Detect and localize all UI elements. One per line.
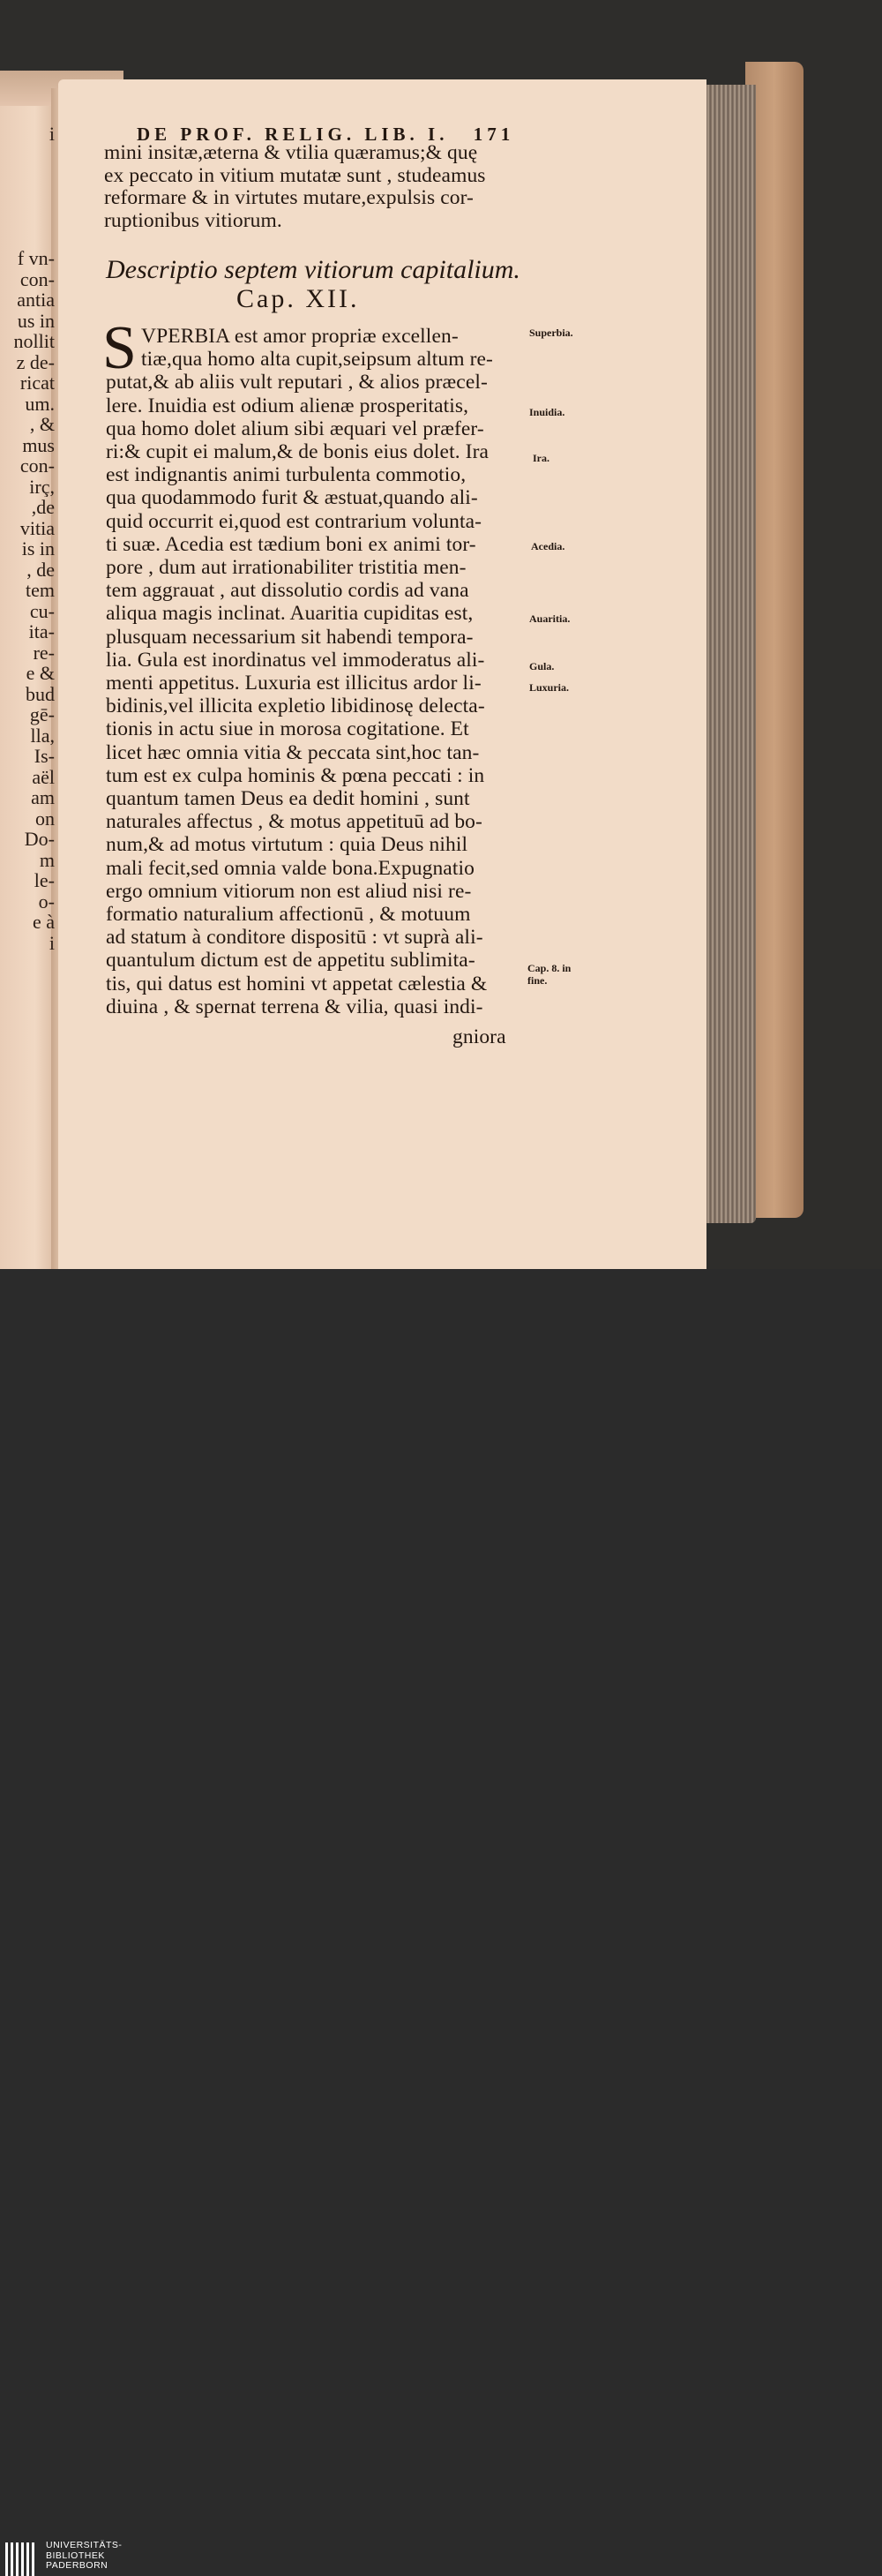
running-head-title: DE PROF. RELIG. LIB. I. — [137, 124, 449, 145]
text-line: naturales affectus , & motus appetituū ad bo- — [106, 810, 482, 834]
left-page-fragment: Is- — [34, 746, 55, 767]
margin-note: fine. — [527, 974, 548, 987]
text-line: mini insitæ,æterna & vtilia quæramus;& quę — [104, 141, 478, 164]
left-page-fragment: aël — [32, 766, 55, 787]
margin-note: Luxuria. — [529, 681, 570, 694]
text-line: mali fecit,sed omnia valde bona.Expugnatio — [106, 856, 475, 880]
left-page-fragment: on — [35, 807, 55, 829]
drop-capital: S — [102, 314, 137, 382]
left-page-fragment: i — [49, 124, 55, 145]
text-line: putat,& ab aliis vult reputari , & alios præcel- — [106, 371, 488, 394]
left-page-fragment: gē- — [29, 704, 55, 725]
text-line: menti appetitus. Luxuria est illicitus ardor li- — [106, 672, 482, 695]
text-line: aliqua magis inclinat. Auaritia cupiditas est, — [106, 602, 474, 626]
section-title: Descriptio septem vitiorum capitalium. — [106, 255, 520, 284]
left-page-fragment: f vn- — [17, 248, 55, 269]
left-page-fragment: , & — [29, 414, 55, 435]
left-page-fragment: , de — [26, 559, 55, 580]
left-page-fragment: z de- — [16, 351, 55, 372]
left-page-fragment: tem — [26, 580, 55, 601]
text-line: plusquam necessarium sit habendi tempora- — [106, 625, 474, 649]
margin-note: Ira. — [533, 452, 549, 464]
text-line: tiæ,qua homo alta cupit,seipsum altum re- — [141, 348, 493, 372]
left-page-fragment: ricat — [19, 372, 55, 394]
left-page-fragment: irç, — [29, 476, 55, 497]
margin-note: Gula. — [529, 660, 555, 672]
left-page-fragment: o- — [38, 890, 55, 912]
text-line: ergo omnium vitiorum non est aliud nisi re- — [106, 879, 472, 903]
text-line: licet hæc omnia vitia & peccata sint,hoc tan- — [106, 740, 480, 764]
text-line: qua homo dolet alium sibi æquari vel præfer- — [106, 417, 484, 440]
text-line: tem aggrauat , aut dissolutio cordis ad vana — [106, 579, 469, 603]
text-line: est indignantis animi turbulenta commotio, — [106, 463, 467, 487]
text-line: bidinis,vel illicita expletio libidinosę delecta- — [106, 695, 485, 718]
book-scan — [0, 0, 882, 1269]
text-line: reformare & in virtutes mutare,expulsis cor- — [104, 186, 474, 209]
left-page-fragment: Do- — [24, 829, 55, 850]
text-line: tum est ex culpa hominis & pœna peccati : in — [106, 763, 485, 787]
text-line: lia. Gula est inordinatus vel immoderatus ali- — [106, 648, 485, 672]
text-line: tis, qui datus est homini vt appetat cælestia & — [106, 972, 488, 995]
left-page-fragment: le- — [34, 870, 55, 891]
left-page-fragment: con- — [19, 455, 55, 477]
left-page-fragment: vitia — [19, 517, 55, 538]
margin-note: Acedia. — [531, 540, 565, 552]
text-line: formatio naturalium affectionū , & motuum — [106, 903, 471, 926]
page-number: 171 — [473, 124, 515, 145]
text-line: VPERBIA est amor propriæ excellen- — [141, 325, 459, 348]
logo-line: BIBLIOTHEK — [46, 2550, 105, 2561]
text-line: pore , dum aut irrationabiliter tristitia men- — [106, 556, 467, 579]
text-line: quid occurrit ei,quod est contrarium volunta- — [106, 509, 482, 533]
library-logo-icon — [5, 2542, 37, 2576]
text-line: ri:& cupit ei malum,& de bonis eius dolet. Ira — [106, 440, 490, 463]
left-page-fragment: am — [31, 787, 55, 808]
text-line: diuina , & spernat terrena & vilia, quasi indi- — [106, 995, 483, 1018]
text-line: lere. Inuidia est odium alienæ prosperitatis, — [106, 394, 469, 417]
margin-note: Inuidia. — [529, 406, 565, 418]
left-page-fragment: i — [49, 932, 55, 953]
text-line: ruptionibus vitiorum. — [104, 208, 282, 232]
margin-note: Superbia. — [529, 327, 573, 339]
margin-note: Auaritia. — [529, 612, 571, 625]
left-page-fragment: antia — [17, 289, 55, 311]
left-page-fragment: is in — [21, 538, 55, 560]
left-page-fragment: ,de — [31, 497, 55, 518]
left-page-fragment: e à — [32, 912, 55, 933]
logo-line: UNIVERSITÄTS- — [46, 2540, 123, 2550]
text-line: quantum tamen Deus ea dedit homini , sunt — [106, 787, 470, 810]
left-page-fragment: mus — [22, 434, 55, 455]
chapter-heading: Cap. XII. — [236, 284, 360, 313]
footer-bar — [0, 1269, 882, 2571]
left-page-fragment: m — [39, 849, 55, 870]
text-line: qua quodammodo furit & æstuat,quando ali- — [106, 486, 478, 510]
text-line: ex peccato in vitium mutatæ sunt , studeamus — [104, 163, 486, 187]
left-page-fragment: ita- — [28, 621, 55, 642]
text-line: ti suæ. Acedia est tædium boni ex animi tor- — [106, 532, 476, 556]
text-line: quantulum dictum est de appetitu sublimita- — [106, 949, 475, 973]
left-page-fragment: lla, — [30, 725, 55, 746]
left-page-fragment: nollit — [13, 331, 55, 352]
left-page-fragment: con- — [19, 268, 55, 289]
margin-note: Cap. 8. in — [527, 962, 572, 974]
logo-line: PADERBORN — [46, 2560, 108, 2571]
page-text — [0, 0, 882, 1269]
text-line: tionis in actu siue in morosa cogitatione. Et — [106, 717, 469, 741]
left-page-fragment: us in — [17, 310, 55, 331]
left-page-fragment: um. — [25, 393, 55, 414]
left-page-fragment: bud — [26, 683, 55, 704]
library-logo-text — [46, 2541, 122, 2572]
text-line: num,& ad motus virtutum : quia Deus nihil — [106, 833, 468, 857]
left-page-fragment: cu- — [29, 600, 55, 621]
left-page-fragment: re- — [33, 642, 55, 663]
catchword: gniora — [452, 1025, 506, 1048]
text-line: ad statum à conditore dispositū : vt suprà ali- — [106, 926, 483, 950]
left-page-fragment: e & — [26, 663, 55, 684]
